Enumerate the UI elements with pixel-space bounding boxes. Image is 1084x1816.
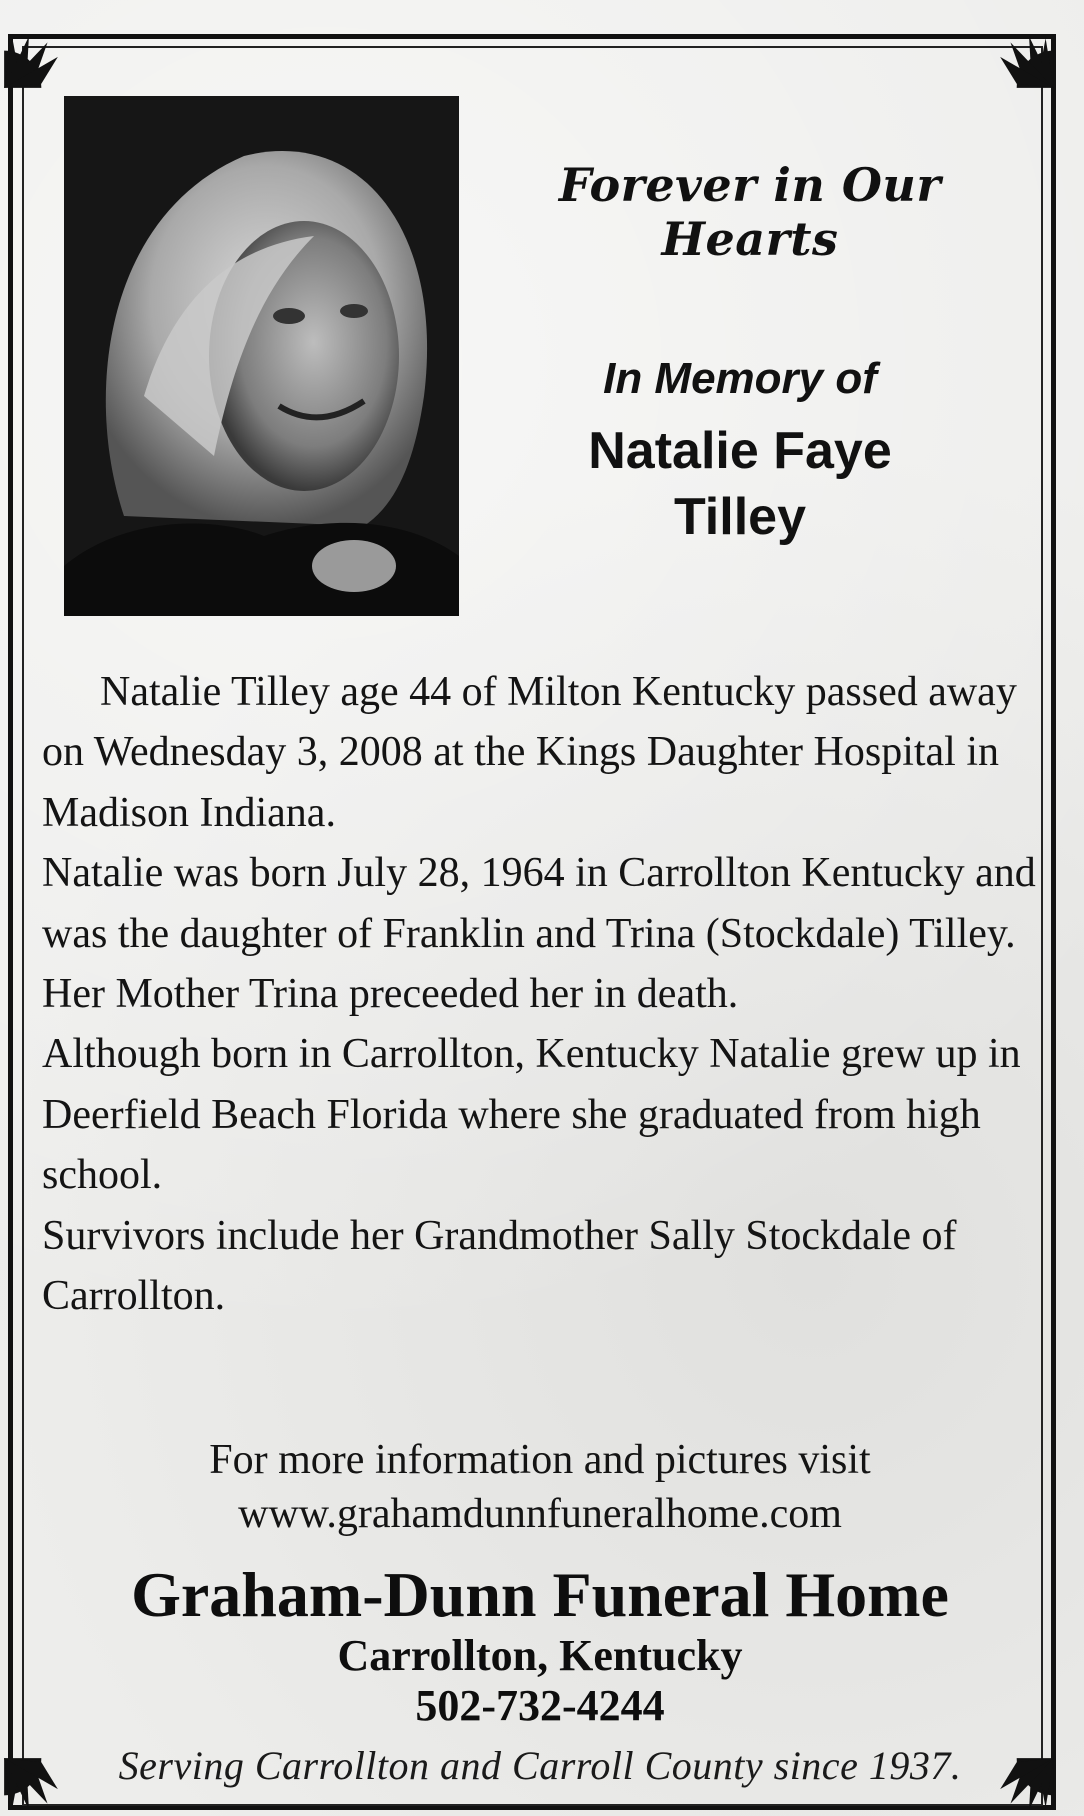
obituary-text xyxy=(42,662,1042,1326)
tagline-heading: Forever in Our Hearts xyxy=(558,158,942,266)
funeral-home-name: Graham-Dunn Funeral Home xyxy=(131,1559,949,1630)
name-line-1: Natalie Faye xyxy=(588,422,892,480)
more-info-block xyxy=(40,1433,1040,1541)
corner-fan-ornament-icon xyxy=(996,30,1058,92)
more-info-text: For more information and pictures visit xyxy=(209,1437,871,1483)
in-memory-of-label: In Memory of xyxy=(603,354,877,403)
corner-fan-ornament-icon xyxy=(0,30,62,92)
name-line-2: Tilley xyxy=(673,488,806,546)
portrait-photo xyxy=(64,96,459,616)
website-url: www.grahamdunnfuneralhome.com xyxy=(238,1491,842,1537)
funeral-home-phone: 502-732-4244 xyxy=(415,1681,665,1730)
funeral-home-city: Carrollton, Kentucky xyxy=(337,1631,743,1680)
obituary-paragraph: Survivors include her Grandmother Sally Stockdale of Carrollton. xyxy=(42,1212,957,1320)
obituary-paragraph: Natalie Tilley age 44 of Milton Kentucky passed away on Wednesday 3, 2008 at the Kings Daughter Hospital in Madison Indiana. xyxy=(42,669,1017,836)
serving-slogan: Serving Carrollton and Carroll County since 1937. xyxy=(118,1743,962,1788)
obituary-paragraph: Although born in Carrollton, Kentucky Natalie grew up in Deerfield Beach Florida where she graduated from high school. xyxy=(42,1031,1021,1199)
obituary-paragraph: Natalie was born July 28, 1964 in Carrollton Kentucky and was the daughter of Franklin and Trina (Stockdale) Tilley. Her Mother Trina preceeded her in death. xyxy=(42,850,1036,1018)
deceased-name xyxy=(480,418,1000,550)
